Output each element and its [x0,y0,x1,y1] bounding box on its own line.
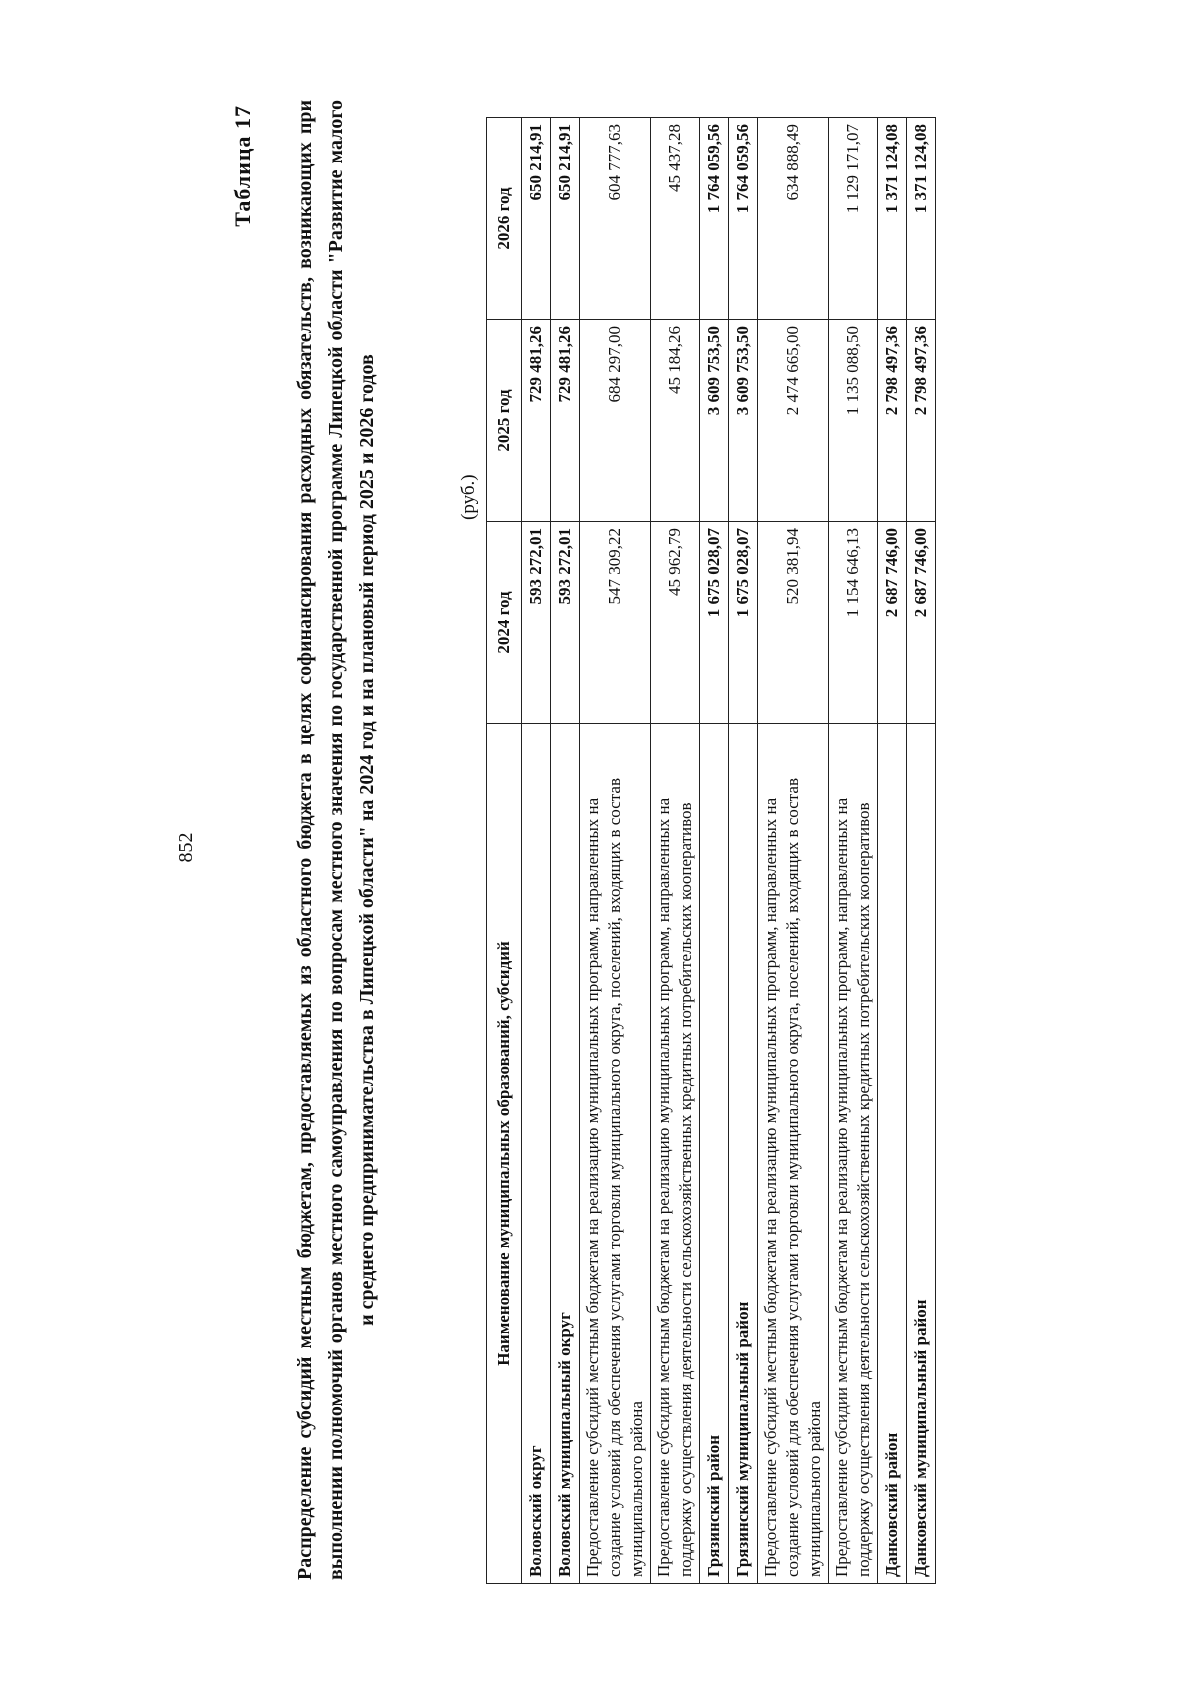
row-value-2025: 729 481,26 [522,320,551,522]
row-value-2025: 729 481,26 [551,320,580,522]
table-row [758,118,829,1584]
row-value-2024: 593 272,01 [551,522,580,724]
column-header-2025: 2025 год [487,320,522,522]
row-value-2024: 1 675 028,07 [700,522,729,724]
row-name-cell: Воловский округ [522,724,551,1584]
row-value-2026: 1 129 171,07 [829,118,878,320]
table-row [651,118,700,1584]
table-label: Таблица 17 [230,105,255,227]
row-name-cell: Воловский муниципальный округ [551,724,580,1584]
row-value-2025: 45 184,26 [651,320,700,522]
table-row [522,118,551,1584]
rotated-page-content [90,75,1090,1620]
row-value-2024: 45 962,79 [651,522,700,724]
row-value-2026: 45 437,28 [651,118,700,320]
row-value-2026: 1 764 059,56 [700,118,729,320]
row-value-2026: 1 371 124,08 [878,118,907,320]
row-value-2025: 1 135 088,50 [829,320,878,522]
subsidy-table [486,117,936,1584]
row-value-2025: 3 609 753,50 [700,320,729,522]
row-value-2026: 604 777,63 [580,118,651,320]
row-value-2024: 2 687 746,00 [907,522,936,724]
column-header-name: Наименование муниципальных образований, субсидий [487,724,522,1584]
row-value-2025: 2 798 497,36 [907,320,936,522]
row-name-cell: Предоставление субсидий местным бюджетам на реализацию муниципальных программ, направленных на создание условий для обеспечения услугами торговли муниципального округа, поселений, входящих в состав муниципального района [580,724,651,1584]
column-header-2024: 2024 год [487,522,522,724]
row-value-2024: 1 154 646,13 [829,522,878,724]
row-value-2025: 3 609 753,50 [729,320,758,522]
row-name-cell: Данковский район [878,724,907,1584]
row-value-2024: 547 309,22 [580,522,651,724]
row-value-2026: 650 214,91 [522,118,551,320]
table-row [878,118,907,1584]
row-value-2025: 2 798 497,36 [878,320,907,522]
row-value-2025: 2 474 665,00 [758,320,829,522]
column-header-2026: 2026 год [487,118,522,320]
currency-unit: (руб.) [458,474,479,520]
table-row [700,118,729,1584]
row-value-2024: 593 272,01 [522,522,551,724]
row-name-cell: Грязинский муниципальный район [729,724,758,1584]
table-body [522,118,936,1584]
row-name-cell: Предоставление субсидий местным бюджетам на реализацию муниципальных программ, направленных на создание условий для обеспечения услугами торговли муниципального округа, поселений, входящих в состав муниципального района [758,724,829,1584]
page-number: 852 [175,832,197,863]
row-value-2026: 634 888,49 [758,118,829,320]
row-value-2026: 1 764 059,56 [729,118,758,320]
table-row [551,118,580,1584]
row-value-2024: 1 675 028,07 [729,522,758,724]
table-row [907,118,936,1584]
row-name-cell: Данковский муниципальный район [907,724,936,1584]
row-name-cell: Грязинский район [700,724,729,1584]
table-row [580,118,651,1584]
row-value-2024: 2 687 746,00 [878,522,907,724]
row-name-cell: Предоставление субсидии местным бюджетам на реализацию муниципальных программ, направленных на поддержку осуществления деятельности сельскохозяйственных кредитных потребительских кооперативов [651,724,700,1584]
document-title: Распределение субсидий местным бюджетам, предоставляемых из областного бюджета в целях софинансирования расходных обязательств, возникающих при выполнении полномочий органов местного самоуправления по вопросам местного значения по государственной программе Липецкой области "Развитие малого и среднего предпринимательства в Липецкой области" на 2024 год и на плановый период 2025 и 2026 годов [294,100,378,1580]
row-value-2026: 1 371 124,08 [907,118,936,320]
row-value-2024: 520 381,94 [758,522,829,724]
table-header-row [487,118,522,1584]
row-name-cell: Предоставление субсидии местным бюджетам на реализацию муниципальных программ, направленных на поддержку осуществления деятельности сельскохозяйственных кредитных потребительских кооперативов [829,724,878,1584]
row-value-2025: 684 297,00 [580,320,651,522]
subsidy-table-wrapper [486,119,936,1584]
row-value-2026: 650 214,91 [551,118,580,320]
table-row [829,118,878,1584]
table-row [729,118,758,1584]
